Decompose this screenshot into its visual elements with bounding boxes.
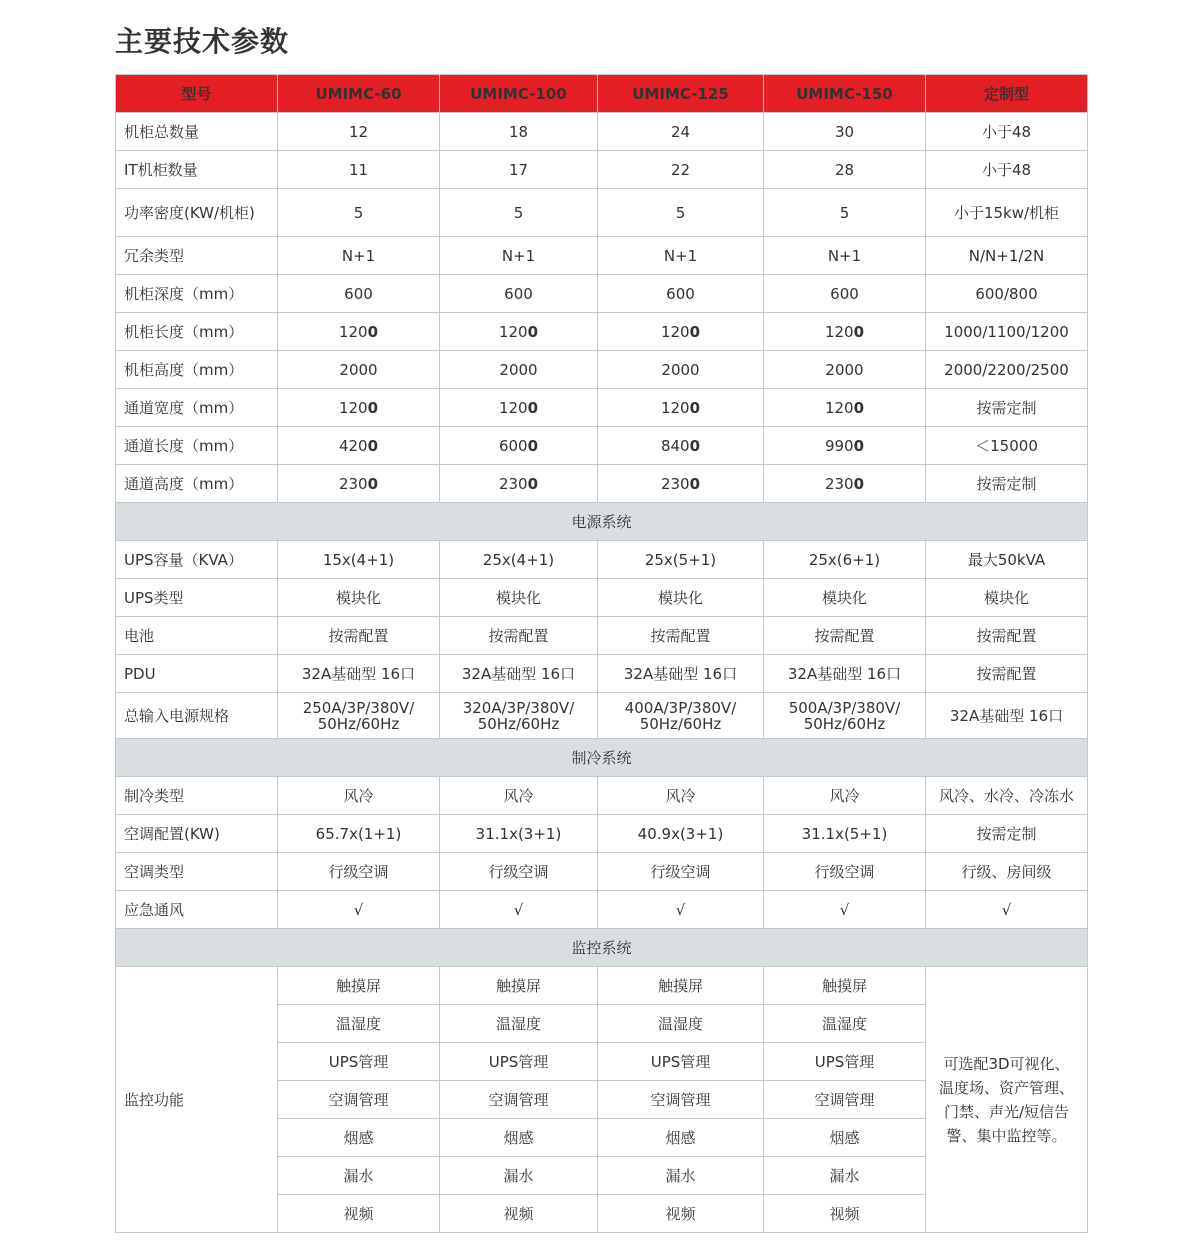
table-cell	[926, 313, 1088, 351]
table-cell: 视频	[440, 1195, 598, 1233]
table-cell	[278, 275, 440, 313]
cell-value: N/N+1/2N	[968, 246, 1045, 265]
table-cell: 按需定制	[926, 815, 1088, 853]
cell-value: 120	[660, 398, 690, 417]
cell-value: 120	[824, 322, 854, 341]
cell-value: 230	[498, 474, 528, 493]
cell-value: ＜15000	[975, 437, 1038, 455]
table-cell	[764, 113, 926, 151]
table-cell: √	[440, 891, 598, 929]
table-cell: 视频	[764, 1195, 926, 1233]
row-label: 应急通风	[116, 891, 278, 929]
cell-value: N+1	[663, 246, 698, 265]
cell-value-bold: 0	[853, 322, 865, 341]
cell-value: 2000	[499, 360, 538, 379]
table-cell: 最大50kVA	[926, 541, 1088, 579]
table-cell: 温湿度	[598, 1005, 764, 1043]
cell-value: 2000/2200/2500	[944, 360, 1069, 379]
table-cell: 风冷	[598, 777, 764, 815]
table-cell: 行级空调	[278, 853, 440, 891]
header-cell: 型号	[116, 75, 278, 113]
table-cell	[764, 351, 926, 389]
row-label: UPS类型	[116, 579, 278, 617]
table-row	[116, 777, 1088, 815]
table-cell: 15x(4+1)	[278, 541, 440, 579]
table-cell	[764, 237, 926, 275]
table-row	[116, 275, 1088, 313]
table-cell: 空调管理	[764, 1081, 926, 1119]
table-cell	[440, 389, 598, 427]
table-row	[116, 151, 1088, 189]
cell-value: 600	[498, 436, 528, 455]
cell-line: 500A/3P/380V/	[788, 698, 901, 717]
page-title: 主要技术参数	[115, 25, 290, 58]
custom-monitoring-note	[926, 967, 1088, 1233]
table-cell	[598, 237, 764, 275]
table-row	[116, 579, 1088, 617]
cell-value: 230	[338, 474, 368, 493]
table-cell: 行级、房间级	[926, 853, 1088, 891]
section-header: 电源系统	[116, 503, 1088, 541]
table-cell	[278, 313, 440, 351]
table-cell: 视频	[278, 1195, 440, 1233]
row-label: 空调类型	[116, 853, 278, 891]
table-cell	[764, 465, 926, 503]
note-line: 可选配3D可视化、	[943, 1054, 1070, 1073]
table-row	[116, 427, 1088, 465]
row-label: 电池	[116, 617, 278, 655]
row-label: PDU	[116, 655, 278, 693]
table-cell	[278, 351, 440, 389]
row-label: 机柜深度（mm）	[116, 275, 278, 313]
table-cell	[598, 389, 764, 427]
table-row	[116, 189, 1088, 237]
table-cell: 触摸屏	[440, 967, 598, 1005]
table-cell	[926, 189, 1088, 237]
cell-value: 600/800	[975, 284, 1038, 303]
table-cell	[598, 465, 764, 503]
table-cell	[440, 465, 598, 503]
cell-value: 小于48	[981, 161, 1032, 179]
note-line: 温度场、资产管理、	[938, 1078, 1074, 1097]
row-label: 通道高度（mm）	[116, 465, 278, 503]
table-cell: 视频	[598, 1195, 764, 1233]
table-cell	[278, 465, 440, 503]
row-label: UPS容量（KVA）	[116, 541, 278, 579]
table-cell	[926, 427, 1088, 465]
cell-value: 小于15kw/机柜	[953, 204, 1060, 222]
table-cell	[440, 427, 598, 465]
cell-value-bold: 0	[527, 436, 539, 455]
table-cell: 按需配置	[926, 655, 1088, 693]
table-cell: 65.7x(1+1)	[278, 815, 440, 853]
table-cell: 风冷	[440, 777, 598, 815]
cell-value: 230	[824, 474, 854, 493]
cell-value: 600	[666, 284, 695, 303]
table-cell: 模块化	[598, 579, 764, 617]
header-cell: UMIMC-150	[764, 75, 926, 113]
header-row	[116, 75, 1088, 113]
cell-value-bold: 0	[689, 322, 701, 341]
cell-value: 小于48	[981, 123, 1032, 141]
table-row	[116, 113, 1088, 151]
table-cell	[278, 427, 440, 465]
cell-value: N+1	[341, 246, 376, 265]
table-cell: 32A基础型 16口	[926, 693, 1088, 739]
section-header: 监控系统	[116, 929, 1088, 967]
cell-value: 24	[670, 122, 691, 141]
cell-value: 30	[834, 122, 855, 141]
cell-value-bold: 0	[367, 398, 379, 417]
table-cell	[764, 389, 926, 427]
table-cell	[764, 151, 926, 189]
table-cell: 温湿度	[278, 1005, 440, 1043]
cell-line: 50Hz/60Hz	[317, 714, 400, 733]
cell-value-bold: 0	[367, 436, 379, 455]
cell-value: 120	[338, 398, 368, 417]
table-cell: 25x(4+1)	[440, 541, 598, 579]
cell-value: 230	[660, 474, 690, 493]
table-cell: 25x(5+1)	[598, 541, 764, 579]
table-cell: 行级空调	[440, 853, 598, 891]
table-cell: 按需配置	[764, 617, 926, 655]
section-header: 制冷系统	[116, 739, 1088, 777]
table-cell	[278, 389, 440, 427]
table-cell: 温湿度	[764, 1005, 926, 1043]
header-cell: UMIMC-60	[278, 75, 440, 113]
table-cell: 行级空调	[764, 853, 926, 891]
table-cell	[278, 189, 440, 237]
cell-value-bold: 0	[689, 474, 701, 493]
cell-value: 28	[834, 160, 855, 179]
table-row	[116, 967, 1088, 1005]
cell-value: 5	[839, 203, 850, 222]
table-cell: 漏水	[764, 1157, 926, 1195]
table-cell: 模块化	[440, 579, 598, 617]
table-row	[116, 655, 1088, 693]
table-cell: 25x(6+1)	[764, 541, 926, 579]
table-cell	[764, 427, 926, 465]
cell-value: 120	[498, 398, 528, 417]
cell-value: 120	[660, 322, 690, 341]
table-cell: 40.9x(3+1)	[598, 815, 764, 853]
row-label: 监控功能	[116, 967, 278, 1233]
table-cell	[926, 113, 1088, 151]
table-row	[116, 693, 1088, 739]
table-cell: 按需配置	[440, 617, 598, 655]
cell-value-bold: 0	[527, 398, 539, 417]
table-cell	[598, 151, 764, 189]
table-cell: 风冷、水冷、冷冻水	[926, 777, 1088, 815]
table-row	[116, 237, 1088, 275]
table-cell: UPS管理	[598, 1043, 764, 1081]
table-cell: UPS管理	[440, 1043, 598, 1081]
table-cell: UPS管理	[764, 1043, 926, 1081]
cell-value-bold: 0	[689, 398, 701, 417]
table-cell: 空调管理	[440, 1081, 598, 1119]
cell-value: 120	[498, 322, 528, 341]
table-cell: 32A基础型 16口	[278, 655, 440, 693]
cell-line: 50Hz/60Hz	[803, 714, 886, 733]
row-label: 通道长度（mm）	[116, 427, 278, 465]
cell-line: 250A/3P/380V/	[302, 698, 415, 717]
row-label: 总输入电源规格	[116, 693, 278, 739]
table-cell: √	[278, 891, 440, 929]
cell-value-bold: 0	[367, 322, 379, 341]
table-cell	[440, 113, 598, 151]
table-row	[116, 891, 1088, 929]
header-cell: 定制型	[926, 75, 1088, 113]
table-cell: 按需配置	[598, 617, 764, 655]
cell-value: 按需定制	[976, 475, 1037, 493]
table-cell	[440, 693, 598, 739]
cell-value: 17	[508, 160, 529, 179]
table-cell: 按需配置	[278, 617, 440, 655]
table-cell: 32A基础型 16口	[764, 655, 926, 693]
table-cell: 烟感	[764, 1119, 926, 1157]
table-cell	[440, 275, 598, 313]
table-row	[116, 739, 1088, 777]
cell-line: 400A/3P/380V/	[624, 698, 737, 717]
table-cell: 按需配置	[926, 617, 1088, 655]
table-row	[116, 815, 1088, 853]
cell-value: 120	[824, 398, 854, 417]
row-label: 机柜总数量	[116, 113, 278, 151]
table-cell	[764, 275, 926, 313]
table-row	[116, 853, 1088, 891]
row-label: 机柜长度（mm）	[116, 313, 278, 351]
cell-value: 420	[338, 436, 368, 455]
header-cell: UMIMC-100	[440, 75, 598, 113]
cell-value: N+1	[501, 246, 536, 265]
table-row	[116, 351, 1088, 389]
table-cell: 烟感	[598, 1119, 764, 1157]
table-cell	[278, 693, 440, 739]
cell-line: 50Hz/60Hz	[477, 714, 560, 733]
cell-value: 18	[508, 122, 529, 141]
row-label: 功率密度(KW/机柜)	[116, 189, 278, 237]
row-label: 空调配置(KW)	[116, 815, 278, 853]
cell-value: 2000	[825, 360, 864, 379]
cell-value: 1000/1100/1200	[944, 322, 1069, 341]
cell-value: 600	[344, 284, 373, 303]
table-row	[116, 929, 1088, 967]
table-cell	[764, 189, 926, 237]
table-cell: 模块化	[278, 579, 440, 617]
table-cell	[764, 313, 926, 351]
table-row	[116, 389, 1088, 427]
table-cell: 31.1x(3+1)	[440, 815, 598, 853]
table-cell	[598, 189, 764, 237]
table-cell: 31.1x(5+1)	[764, 815, 926, 853]
table-cell: 漏水	[278, 1157, 440, 1195]
cell-value-bold: 0	[853, 398, 865, 417]
table-cell: 漏水	[440, 1157, 598, 1195]
cell-value: 5	[675, 203, 686, 222]
table-cell: 风冷	[764, 777, 926, 815]
cell-value: 按需定制	[976, 399, 1037, 417]
cell-value: 11	[348, 160, 369, 179]
table-cell	[926, 351, 1088, 389]
table-cell: 行级空调	[598, 853, 764, 891]
row-label: 冗余类型	[116, 237, 278, 275]
cell-value-bold: 0	[853, 436, 865, 455]
table-cell	[440, 313, 598, 351]
table-cell	[598, 693, 764, 739]
table-cell	[598, 351, 764, 389]
spec-table	[115, 74, 1088, 1233]
table-cell: 空调管理	[278, 1081, 440, 1119]
table-cell	[764, 693, 926, 739]
table-cell: 温湿度	[440, 1005, 598, 1043]
cell-value: 990	[824, 436, 854, 455]
cell-value: 5	[513, 203, 524, 222]
table-cell: √	[764, 891, 926, 929]
table-cell	[278, 151, 440, 189]
table-row	[116, 617, 1088, 655]
cell-line: 320A/3P/380V/	[462, 698, 575, 717]
cell-value: 840	[660, 436, 690, 455]
header-cell: UMIMC-125	[598, 75, 764, 113]
cell-value: 600	[504, 284, 533, 303]
table-cell	[598, 313, 764, 351]
cell-value: 2000	[339, 360, 378, 379]
table-cell	[926, 275, 1088, 313]
table-cell: √	[926, 891, 1088, 929]
row-label: 制冷类型	[116, 777, 278, 815]
cell-value: 600	[830, 284, 859, 303]
table-cell: UPS管理	[278, 1043, 440, 1081]
table-cell: 漏水	[598, 1157, 764, 1195]
cell-value: 120	[338, 322, 368, 341]
row-label: 通道宽度（mm）	[116, 389, 278, 427]
table-cell	[926, 465, 1088, 503]
table-cell	[440, 237, 598, 275]
cell-value: 5	[353, 203, 364, 222]
table-cell: 模块化	[926, 579, 1088, 617]
note-line: 门禁、声光/短信告	[943, 1102, 1070, 1121]
cell-value-bold: 0	[527, 322, 539, 341]
cell-value-bold: 0	[527, 474, 539, 493]
table-row	[116, 465, 1088, 503]
table-row	[116, 503, 1088, 541]
table-cell	[926, 389, 1088, 427]
table-cell: √	[598, 891, 764, 929]
table-cell: 32A基础型 16口	[440, 655, 598, 693]
cell-value-bold: 0	[689, 436, 701, 455]
table-cell: 32A基础型 16口	[598, 655, 764, 693]
row-label: 机柜高度（mm）	[116, 351, 278, 389]
cell-line: 50Hz/60Hz	[639, 714, 722, 733]
table-cell: 模块化	[764, 579, 926, 617]
table-cell: 触摸屏	[278, 967, 440, 1005]
cell-value: 12	[348, 122, 369, 141]
table-cell	[926, 151, 1088, 189]
table-cell: 触摸屏	[598, 967, 764, 1005]
cell-value-bold: 0	[367, 474, 379, 493]
note-line: 警、集中监控等。	[946, 1126, 1067, 1145]
row-label: IT机柜数量	[116, 151, 278, 189]
table-cell: 空调管理	[598, 1081, 764, 1119]
table-cell	[278, 113, 440, 151]
cell-value: N+1	[827, 246, 862, 265]
table-cell: 烟感	[440, 1119, 598, 1157]
table-cell	[926, 237, 1088, 275]
table-row	[116, 313, 1088, 351]
cell-value-bold: 0	[853, 474, 865, 493]
table-cell: 风冷	[278, 777, 440, 815]
table-row	[116, 541, 1088, 579]
table-cell: 触摸屏	[764, 967, 926, 1005]
table-cell	[598, 275, 764, 313]
cell-value: 22	[670, 160, 691, 179]
table-cell	[278, 237, 440, 275]
cell-value: 2000	[661, 360, 700, 379]
table-cell	[598, 427, 764, 465]
table-cell	[598, 113, 764, 151]
table-cell: 烟感	[278, 1119, 440, 1157]
table-cell	[440, 189, 598, 237]
table-cell	[440, 351, 598, 389]
table-cell	[440, 151, 598, 189]
